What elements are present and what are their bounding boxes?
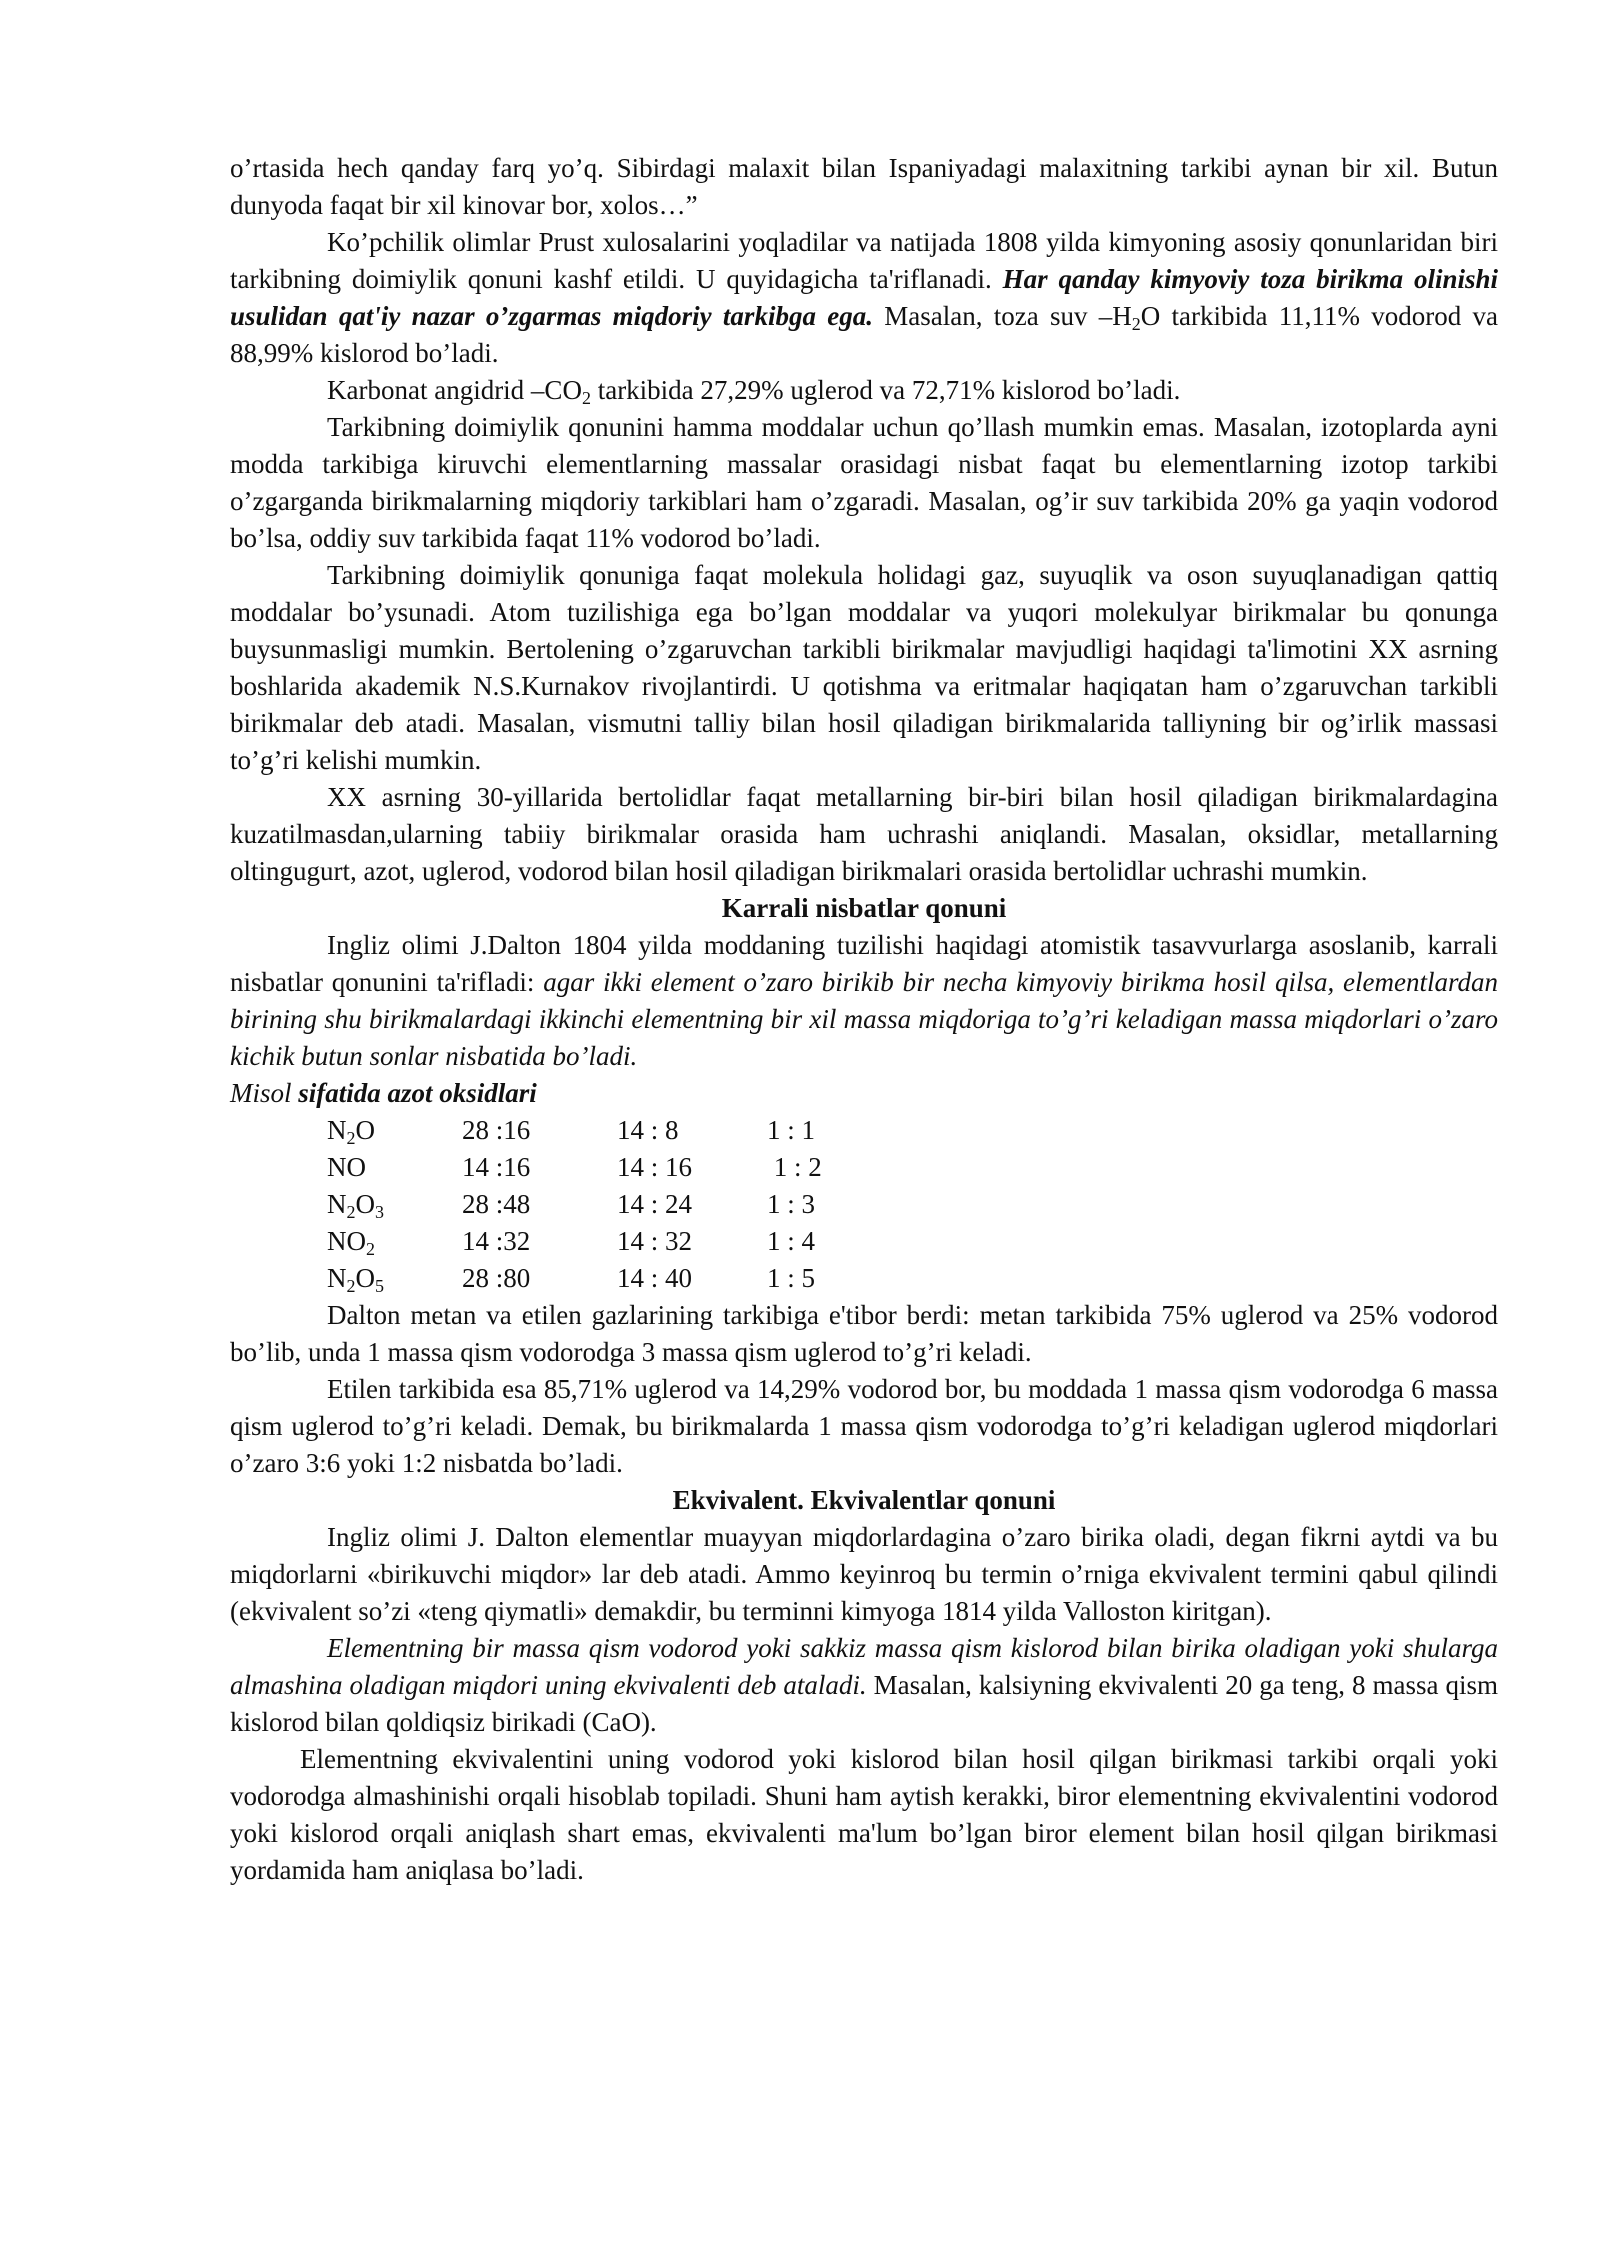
heading-equivalents: Ekvivalent. Ekvivalentlar qonuni [672, 1485, 1056, 1515]
paragraph-dalton-law: Ingliz olimi J.Dalton 1804 yilda moddaning tuzilishi haqidagi atomistik tasavvurlarga asoslanib, karrali nisbatlar qonunini ta'rifladi: agar ikki element o’zaro birikib bir necha kimyoviy birikma hosil qilsa, elementlardan birining shu birikmalardagi ikkinchi elementning bir xil massa miqdoriga to’g’ri keladigan massa miqdorlari o’zaro kichik butun sonlar nisbatida bo’ladi. [230, 930, 1498, 1071]
paragraph-equivalent-calculation: Elementning ekvivalentini uning vodorod yoki kislorod bilan hosil qilgan birikmasi tarkibi orqali yoki vodorodga almashinishi orqali hisoblab topiladi. Shuni ham aytish kerakki, biror elementning ekvivalentini vodorod yoki kislorod orqali aniqlash shart emas, ekvivalenti ma'lum bo’lgan biror element bilan hosil qilgan birikmasi yordamida ham aniqlasa bo’ladi. [230, 1744, 1498, 1885]
table-row [327, 1223, 887, 1260]
paragraph-methane: Dalton metan va etilen gazlarining tarkibiga e'tibor berdi: metan tarkibida 75% uglerod va 25% vodorod bo’lib, unda 1 massa qism vodorodga 3 massa qism uglerod to’g’ri keladi. [230, 1300, 1498, 1367]
table-row [327, 1149, 887, 1186]
law-definition-multiple: agar ikki element o’zaro birikib bir necha kimyoviy birikma hosil qilsa, elementlardan birining shu birikmalardagi ikkinchi elementning bir xil massa miqdoriga to’g’ri keladigan massa miqdorlari o’zaro kichik butun sonlar nisbatida bo’ladi. [230, 967, 1498, 1071]
nitrogen-oxides-table [327, 1112, 887, 1297]
mass-ratio-cell: 28 :16 [462, 1115, 531, 1145]
simple-ratio-cell: 1 : 3 [767, 1189, 816, 1219]
formula-cell: $NO_2$ [327, 1226, 375, 1259]
simple-ratio-cell: 1 : 4 [767, 1226, 816, 1256]
equivalent-definition: Elementning bir massa qism vodorod yoki sakkiz massa qism kislorod bilan birika oladigan yoki shularga almashina oladigan miqdori uning ekvivalenti deb ataladi. [230, 1633, 1498, 1700]
equivalent-ratio-cell: 14 : 40 [617, 1263, 693, 1293]
heading-multiple-proportions: Karrali nisbatlar qonuni [721, 893, 1007, 923]
paragraph-ethylene: Etilen tarkibida esa 85,71% uglerod va 14,29% vodorod bor, bu moddada 1 massa qism vodorodga 6 massa qism uglerod to’g’ri keladi. Demak, bu birikmalarda 1 massa qism vodorodga to’g’ri keladigan uglerod miqdorlari o’zaro 3:6 yoki 1:2 nisbatda bo’ladi. [230, 1374, 1498, 1478]
equivalent-ratio-cell: 14 : 16 [617, 1152, 693, 1182]
document-page [230, 150, 1498, 1889]
formula-cell: $N_2O$ [327, 1115, 375, 1148]
equivalent-ratio-cell: 14 : 32 [617, 1226, 693, 1256]
formula-cell: NO [327, 1152, 366, 1182]
paragraph-dalton-equivalent: Ingliz olimi J. Dalton elementlar muayyan miqdorlardagina o’zaro birika oladi, degan fikrni aytdi va bu miqdorlarni «birikuvchi miqdor» lar deb atadi. Ammo keyinroq bu termin o’rniga ekvivalent termini qabul qilindi (ekvivalent so’zi «teng qiymatli» demakdir, bu terminni kimyoga 1814 yilda Valloston kiritgan). [230, 1522, 1498, 1626]
paragraph-molecular-substances: Tarkibning doimiylik qonuniga faqat molekula holidagi gaz, suyuqlik va oson suyuqlanadigan qattiq moddalar bo’ysunadi. Atom tuzilishiga ega bo’lgan moddalar va yuqori molekulyar birikmalar bu qonunga buysunmasligi mumkin. Bertolening o’zgaruvchan tarkibli birikmalar mavjudligi haqidagi ta'limotini XX asrning boshlarida akademik N.S.Kurnakov rivojlantirdi. U qotishma va eritmalar haqiqatan ham o’zgaruvchan tarkibli birikmalar deb atadi. Masalan, vismutni talliy bilan hosil qiladigan birikmalarida talliyning bir og’irlik massasi to’g’ri kelishi mumkin. [230, 560, 1498, 775]
law-definition: Har qanday kimyoviy toza birikma olinishi usulidan qat'iy nazar o’zgarmas miqdoriy tarkibga ega. [230, 264, 1499, 331]
table-row [327, 1186, 887, 1223]
equivalent-ratio-cell: 14 : 24 [617, 1189, 693, 1219]
mass-ratio-cell: 28 :80 [462, 1263, 531, 1293]
simple-ratio-cell: 1 : 5 [767, 1263, 816, 1293]
example-label: Misol sifatida azot oksidlari [230, 1078, 537, 1108]
equivalent-ratio-cell: 14 : 8 [617, 1115, 679, 1145]
mass-ratio-cell: 14 :32 [462, 1226, 531, 1256]
formula-cell: $N_2O_3$ [327, 1189, 384, 1222]
mass-ratio-cell: 28 :48 [462, 1189, 531, 1219]
simple-ratio-cell: 1 : 1 [767, 1115, 816, 1145]
simple-ratio-cell: 1 : 2 [767, 1152, 822, 1182]
table-row [327, 1112, 887, 1149]
paragraph-carbon-dioxide: Karbonat angidrid $-CO_2$ tarkibida 27,29% uglerod va 72,71% kislorod bo’ladi. [327, 375, 1181, 408]
table-row [327, 1260, 887, 1297]
paragraph-isotopes: Tarkibning doimiylik qonunini hamma moddalar uchun qo’llash mumkin emas. Masalan, izotoplarda ayni modda tarkibiga kiruvchi elementlarning massalar orasidagi nisbat faqat bu elementlarning izotop tarkibi o’zgarganda birikmalarning miqdoriy tarkiblari ham o’zgaradi. Masalan, og’ir suv tarkibida 20% ga yaqin vodorod bo’lsa, oddiy suv tarkibida faqat 11% vodorod bo’ladi. [230, 412, 1498, 553]
paragraph-constant-composition-law: Ko’pchilik olimlar Prust xulosalarini yoqladilar va natijada 1808 yilda kimyoning asosiy qonunlaridan biri tarkibning doimiylik qonuni kashf etildi. U quyidagicha ta'riflanadi. Har qanday kimyoviy toza birikma olinishi usulidan qat'iy nazar o’zgarmas miqdoriy tarkibga ega. Masalan, toza suv $-H_2O$ tarkibida 11,11% vodorod va 88,99% kislorod bo’ladi. [230, 227, 1499, 368]
paragraph-equivalent-definition: Elementning bir massa qism vodorod yoki sakkiz massa qism kislorod bilan birika oladigan yoki shularga almashina oladigan miqdori uning ekvivalenti deb ataladi. Masalan, kalsiyning ekvivalenti 20 ga teng, 8 massa qism kislorod bilan qoldiqsiz birikadi (CaO). [230, 1633, 1498, 1737]
paragraph-prust-quote: o’rtasida hech qanday farq yo’q. Sibirdagi malaxit bilan Ispaniyadagi malaxitning tarkibi aynan bir xil. Butun dunyoda faqat bir xil kinovar bor, xolos…” [230, 153, 1498, 220]
mass-ratio-cell: 14 :16 [462, 1152, 531, 1182]
paragraph-bertholides: XX asrning 30-yillarida bertolidlar faqat metallarning bir-biri bilan hosil qiladigan birikmalardagina kuzatilmasdan,ularning tabiiy birikmalar orasida ham uchrashi aniqlandi. Masalan, oksidlar, metallarning oltingugurt, azot, uglerod, vodorod bilan hosil qiladigan birikmalari orasida bertolidlar uchrashi mumkin. [230, 782, 1498, 886]
formula-cell: $N_2O_5$ [327, 1263, 384, 1296]
